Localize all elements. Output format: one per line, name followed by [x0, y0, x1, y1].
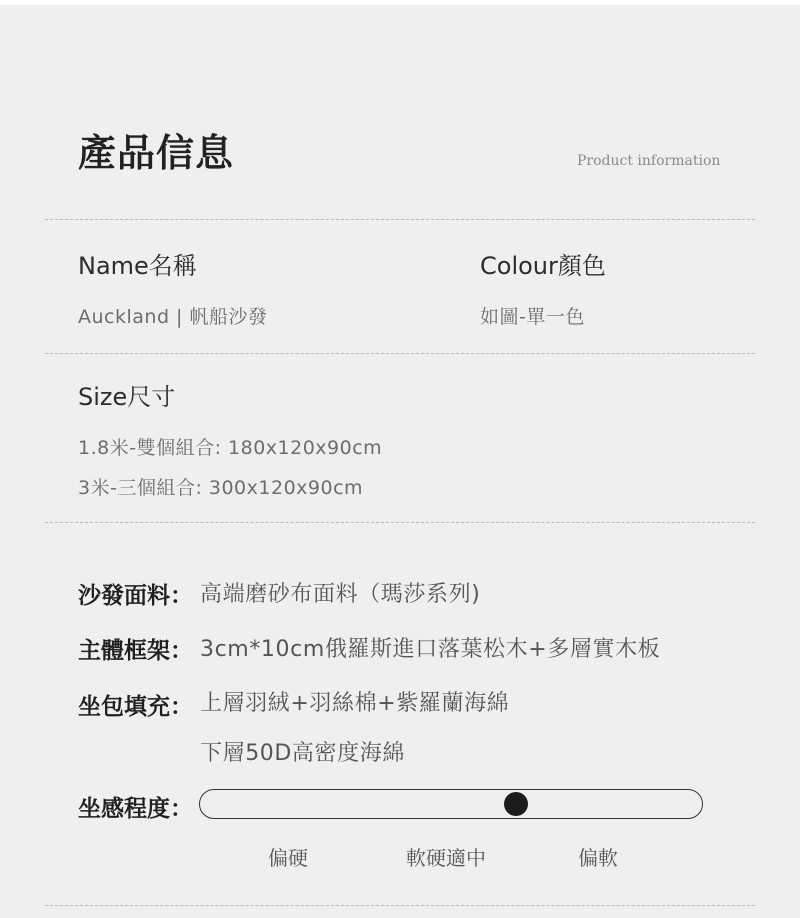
- top-strip: [0, 0, 800, 5]
- size-line-2: 3米-三個組合: 300x120x90cm: [78, 477, 364, 499]
- comfort-slider-knob: [504, 792, 528, 816]
- filling-value-lower: 下層50D高密度海綿: [200, 741, 405, 766]
- name-value: Auckland | 帆船沙發: [78, 306, 268, 328]
- comfort-label: 坐感程度：: [78, 796, 193, 822]
- frame-value: 3cm*10cm俄羅斯進口落葉松木+多層實木板: [200, 637, 661, 662]
- comfort-scale-firm: 偏硬: [268, 846, 308, 870]
- comfort-scale-medium: 軟硬適中: [406, 846, 486, 870]
- fabric-label: 沙發面料：: [78, 583, 193, 609]
- comfort-slider: [199, 789, 703, 819]
- colour-label: Colour顏色: [480, 252, 606, 280]
- page-title: 產品信息: [78, 131, 235, 175]
- frame-label: 主體框架：: [78, 638, 193, 664]
- divider: [45, 905, 755, 906]
- size-line-1: 1.8米-雙個組合: 180x120x90cm: [78, 437, 383, 459]
- size-label: Size尺寸: [78, 383, 176, 411]
- name-label: Name名稱: [78, 252, 197, 280]
- fabric-value: 高端磨砂布面料（瑪莎系列): [200, 582, 481, 607]
- divider: [45, 219, 755, 220]
- colour-value: 如圖-單一色: [480, 306, 585, 328]
- page-subtitle: Product information: [577, 153, 721, 169]
- filling-value-upper: 上層羽絨+羽絲棉+紫羅蘭海綿: [200, 691, 510, 716]
- divider: [45, 522, 755, 523]
- filling-label: 坐包填充：: [78, 694, 193, 720]
- divider: [45, 353, 755, 354]
- comfort-scale-soft: 偏軟: [578, 846, 618, 870]
